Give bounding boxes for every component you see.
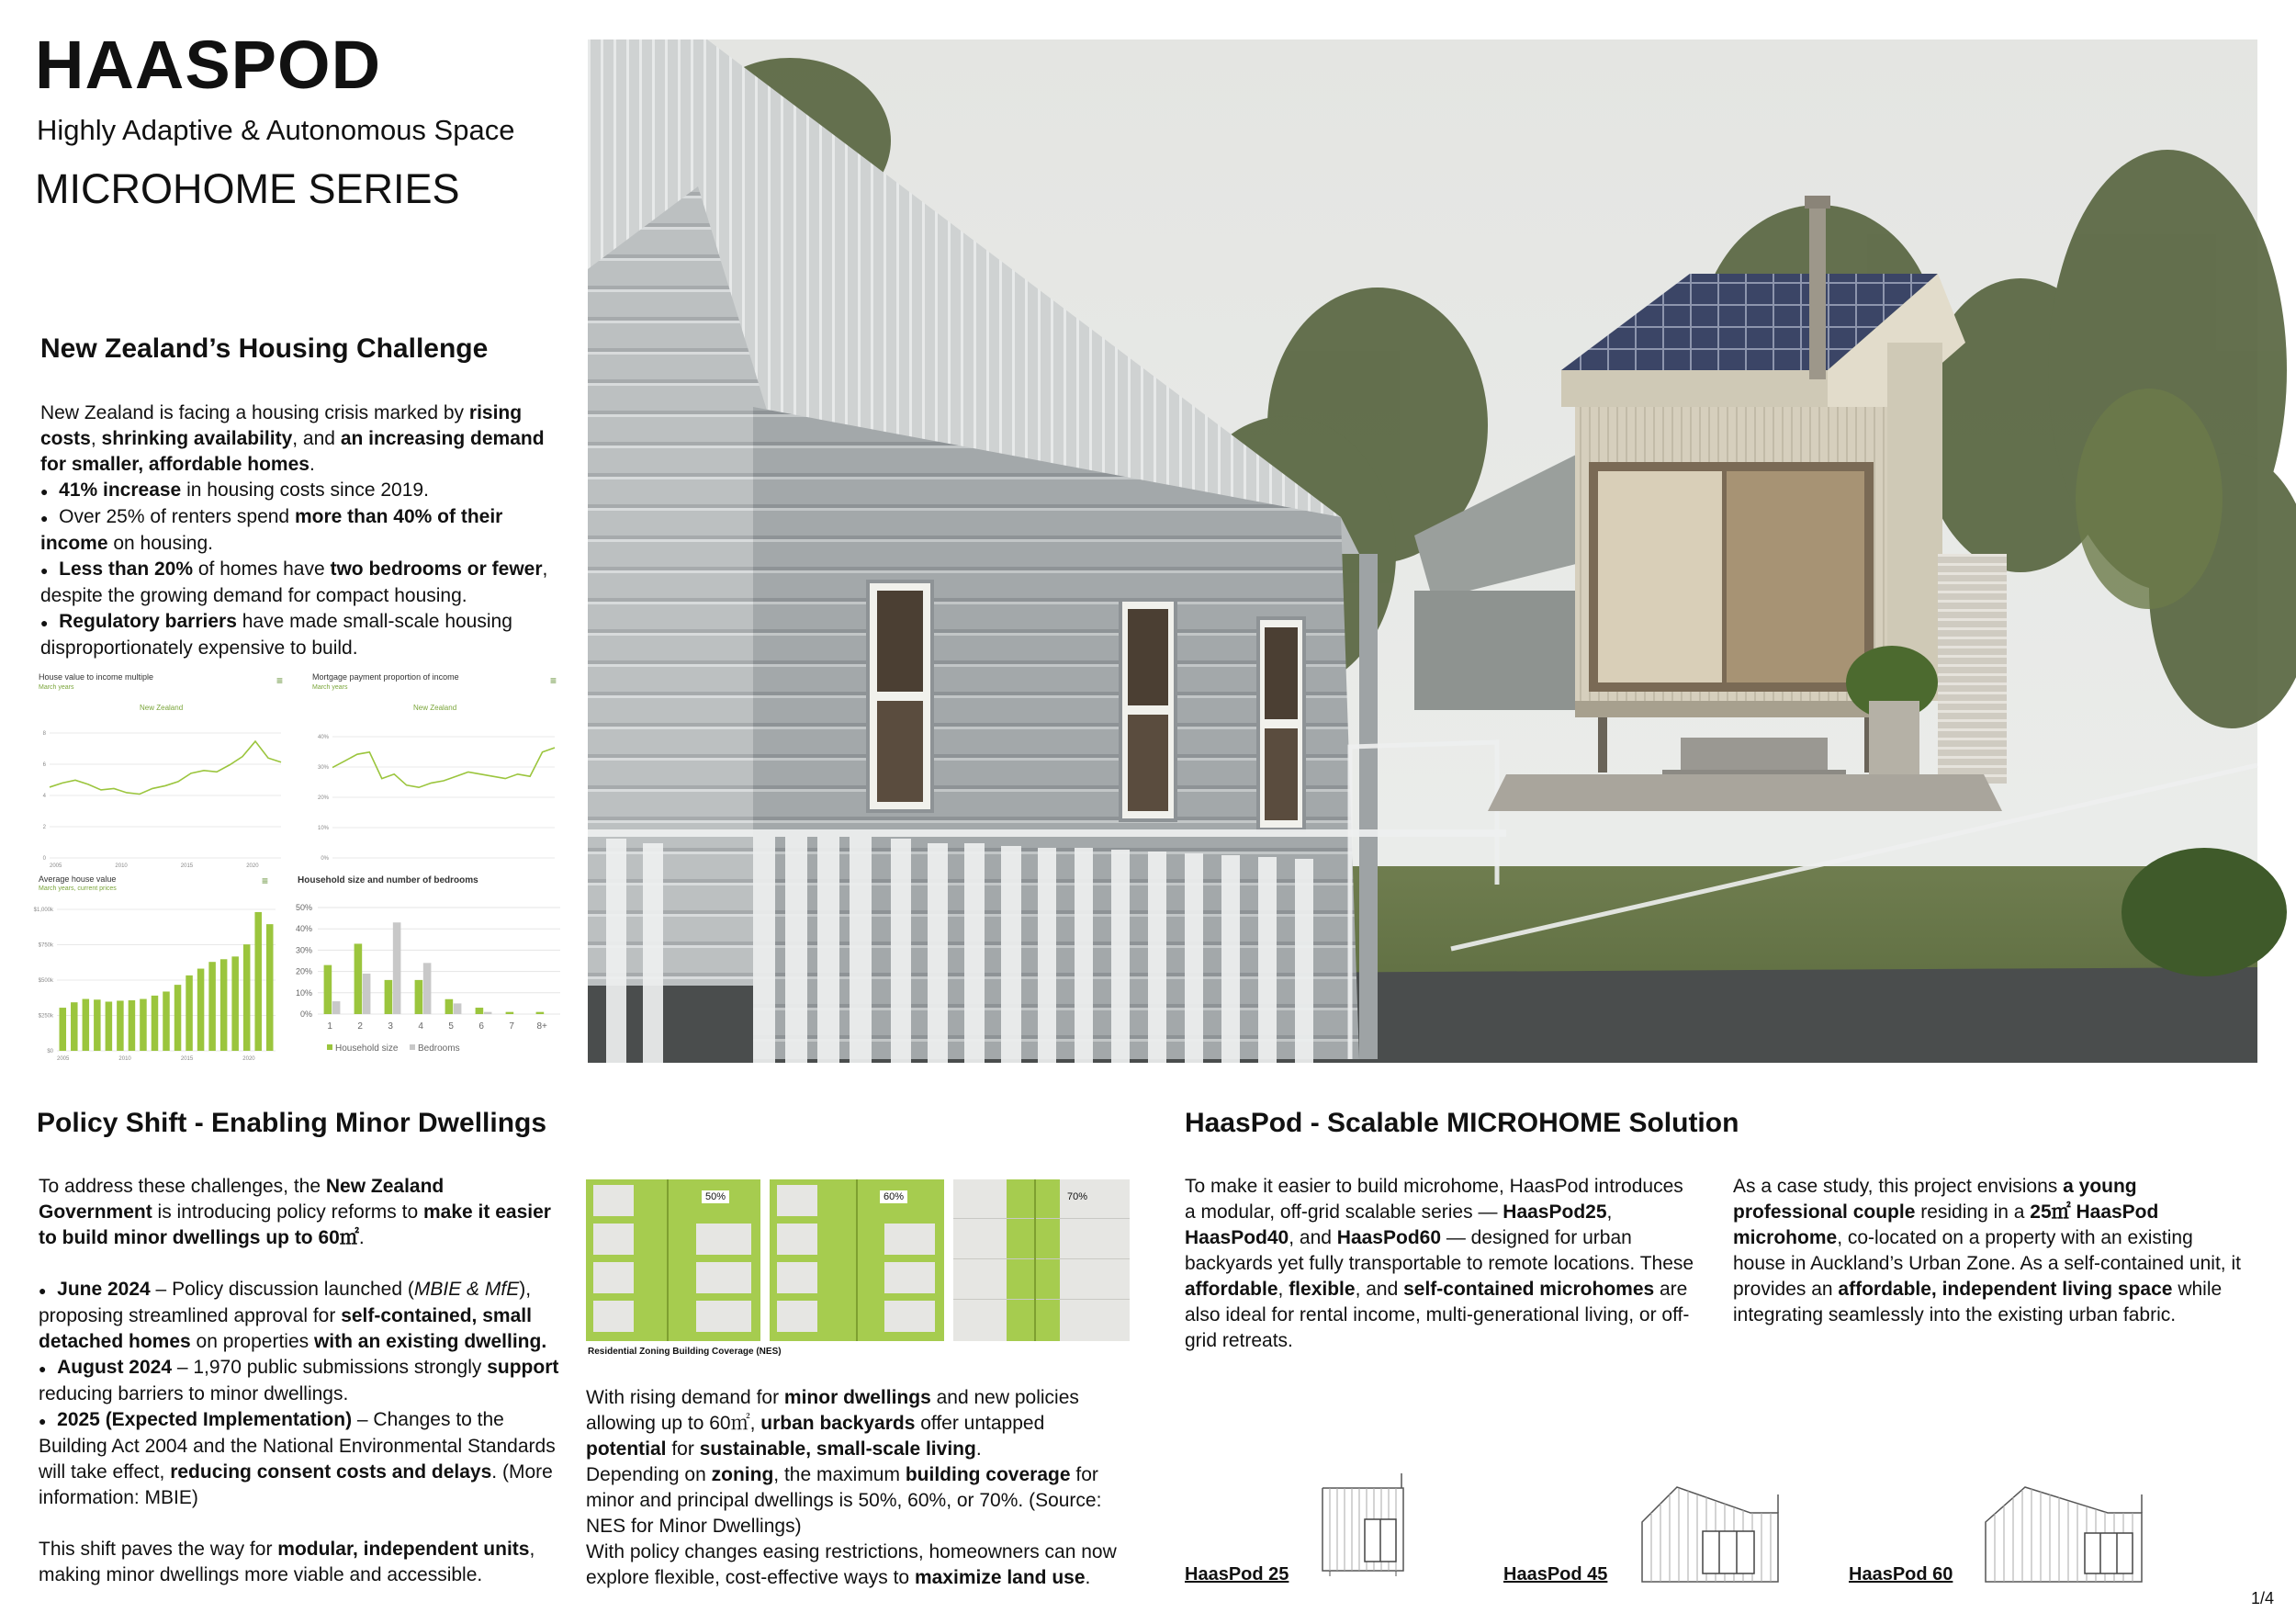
x-tick-label: 2020 (242, 1056, 255, 1062)
x-tick-label: 2020 (246, 863, 259, 869)
legend-label: Bedrooms (418, 1043, 460, 1054)
bar-bedrooms (484, 1012, 492, 1014)
bar-bedrooms (393, 922, 401, 1014)
chart-legend: New Zealand (413, 704, 457, 712)
challenge-text (40, 400, 555, 661)
bar (163, 991, 170, 1051)
challenge-title: New Zealand’s Housing Challenge (40, 333, 489, 364)
bullet-item: ● Less than 20% of homes have two bedrooms or fewer, despite the growing demand for compact housing. (40, 558, 548, 606)
bar-household-size (355, 943, 363, 1014)
chart-house-income (37, 669, 287, 869)
zoning-paragraph: With rising demand for minor dwellings and new policies allowing up to 60㎡, urban backyards offer untapped potential for sustainable, small-scale living. (586, 1387, 1079, 1460)
chart-legend: New Zealand (140, 704, 184, 712)
bar-household-size (324, 965, 332, 1014)
bar (152, 996, 159, 1051)
chart-house-value (33, 873, 287, 1067)
menu-icon[interactable]: ≡ (276, 674, 283, 687)
bullet-item: ● Over 25% of renters spend more than 40% of their income on housing. (40, 506, 503, 554)
bar (243, 944, 251, 1051)
bar (140, 999, 147, 1051)
policy-closing: This shift paves the way for modular, independent units, making minor dwellings more viable and accessible. (39, 1539, 535, 1585)
legend-swatch (327, 1044, 332, 1050)
policy-title: Policy Shift - Enabling Minor Dwellings (37, 1108, 547, 1138)
y-tick-label: $250k (38, 1013, 53, 1020)
bar (94, 999, 101, 1051)
zoning-text (586, 1385, 1119, 1591)
y-tick-label: 2 (42, 825, 46, 830)
legend-swatch (410, 1044, 415, 1050)
bar-household-size (536, 1012, 545, 1014)
y-tick-label: 10% (317, 826, 329, 831)
line-chart-svg (37, 669, 287, 869)
y-tick-label: 40% (295, 924, 312, 934)
y-tick-label: 8 (42, 731, 46, 737)
chart-title: House value to income multiple (39, 672, 154, 682)
bar-household-size (476, 1008, 484, 1014)
bar (197, 969, 205, 1051)
y-tick-label: 20% (317, 795, 329, 801)
zoning-paragraph: With policy changes easing restrictions, homeowners can now explore flexible, cost-effective ways to maximize land use. (586, 1541, 1117, 1588)
chart-household (292, 873, 568, 1067)
x-tick-label: 2 (357, 1021, 363, 1032)
bar-household-size (445, 999, 454, 1014)
y-tick-label: $500k (38, 978, 53, 984)
bar-bedrooms (423, 963, 432, 1014)
solution-col1: To make it easier to build microhome, HaasPod introduces a modular, off-grid scalable series — HaasPod25, HaasPod40, and HaasPod60 — designed for urban backyards yet fully transportable to remote locations. These affordable, flexible, and self-contained microhomes are also ideal for rental income, multi-generational living, or off-grid retreats. (1185, 1176, 1694, 1351)
coverage-diagram-60 (770, 1179, 944, 1341)
bar (208, 962, 216, 1051)
bar-bedrooms (454, 1003, 462, 1014)
pod-label-60: HaasPod 60 (1849, 1564, 1953, 1585)
coverage-label: 50% (702, 1190, 729, 1203)
chart-subtitle: March years, current prices (39, 885, 117, 892)
menu-icon[interactable]: ≡ (549, 674, 557, 687)
series-line (50, 741, 281, 794)
policy-text (39, 1174, 562, 1588)
x-tick-label: 2010 (118, 1056, 131, 1062)
chart-title: Average house value (39, 874, 117, 884)
bar-chart-svg (292, 873, 568, 1067)
pod45-elevation-icon (1640, 1485, 1787, 1591)
x-tick-label: 2010 (115, 863, 128, 869)
bar (117, 1000, 124, 1051)
y-tick-label: 50% (295, 903, 312, 912)
x-tick-label: 2005 (50, 863, 62, 869)
y-tick-label: 10% (295, 987, 312, 998)
x-tick-label: 1 (327, 1021, 332, 1032)
chart-subtitle: March years (312, 684, 348, 691)
pod-label-45: HaasPod 45 (1503, 1564, 1608, 1585)
bullet-item: ● Regulatory barriers have made small-scale housing disproportionately expensive to build. (40, 611, 512, 659)
y-tick-label: $750k (38, 942, 53, 949)
bar-household-size (385, 980, 393, 1014)
y-tick-label: 40% (317, 735, 329, 740)
x-tick-label: 5 (448, 1021, 454, 1032)
y-tick-label: 0% (321, 856, 329, 862)
bar (83, 999, 90, 1051)
series-title: MICROHOME SERIES (35, 165, 460, 212)
bar (254, 912, 262, 1051)
bar-household-size (506, 1012, 514, 1014)
series-line (332, 748, 555, 787)
x-tick-label: 3 (388, 1021, 393, 1032)
y-tick-label: 0% (299, 1009, 312, 1019)
coverage-diagram-70 (953, 1179, 1130, 1341)
policy-item: ● August 2024 – 1,970 public submissions strongly support reducing barriers to minor dwellings. (39, 1357, 559, 1404)
coverage-diagram-50 (586, 1179, 760, 1341)
rendering-svg (588, 39, 2257, 1063)
bar (266, 924, 274, 1051)
chart-mortgage (310, 669, 560, 869)
line-chart-svg (310, 669, 560, 869)
bar (231, 956, 239, 1051)
solution-title: HaasPod - Scalable MICROHOME Solution (1185, 1108, 1739, 1138)
bar (71, 1002, 78, 1051)
x-tick-label: 2015 (180, 1056, 194, 1062)
chart-title: Mortgage payment proportion of income (312, 672, 459, 682)
bar (129, 1000, 136, 1051)
bar-chart-svg (33, 873, 287, 1067)
bar (60, 1008, 67, 1051)
x-tick-label: 4 (418, 1021, 423, 1032)
zoning-caption: Residential Zoning Building Coverage (NES) (588, 1347, 782, 1357)
x-tick-label: 2015 (180, 863, 194, 869)
y-tick-label: 0 (42, 856, 46, 862)
legend-label: Household size (335, 1043, 399, 1054)
policy-item: ● June 2024 – Policy discussion launched (MBIE & MfE), proposing streamlined approval for self-contained, small detached homes on properties with an existing dwelling. (39, 1279, 547, 1352)
coverage-label: 70% (1067, 1191, 1088, 1202)
solution-col2: As a case study, this project envisions a young professional couple residing in a 25㎡ HaasPod microhome, co-located on a property with an existing house in Auckland’s Urban Zone. As a self-contained unit, it provides an affordable, independent living space while integrating seamlessly into the existing urban fabric. (1733, 1176, 2241, 1325)
bar (220, 959, 228, 1051)
hero-rendering (588, 39, 2257, 1063)
bar-bedrooms (332, 1001, 341, 1014)
x-tick-label: 7 (509, 1021, 514, 1032)
chart-title: Household size and number of bedrooms (298, 875, 478, 885)
pod60-elevation-icon (1984, 1485, 2149, 1591)
bullet-item: ● 41% increase in housing costs since 2019. (40, 479, 429, 501)
chart-subtitle: March years (39, 684, 74, 691)
x-tick-label: 6 (478, 1021, 484, 1032)
bar (106, 1001, 113, 1051)
bar (186, 976, 193, 1051)
pod25-elevation-icon (1321, 1472, 1412, 1577)
policy-item: ● 2025 (Expected Implementation) – Changes to the Building Act 2004 and the National Environmental Standards will take effect, reducing consent costs and delays. (More information: MBIE) (39, 1409, 556, 1508)
page-number: 1/4 (2250, 1589, 2274, 1607)
x-tick-label: 8+ (536, 1021, 547, 1032)
y-tick-label: $0 (47, 1049, 53, 1054)
subtitle: Highly Adaptive & Autonomous Space (37, 114, 515, 146)
menu-icon[interactable]: ≡ (262, 874, 269, 887)
zoning-paragraph: Depending on zoning, the maximum building coverage for minor and principal dwellings is 50%, 60%, or 70%. (Source: NES for Minor Dwellings) (586, 1464, 1102, 1537)
bar-household-size (415, 980, 423, 1014)
policy-intro: To address these challenges, the New Zealand Government is introducing policy reforms to make it easier to build minor dwellings up to 60㎡. (39, 1176, 551, 1248)
x-tick-label: 2005 (57, 1056, 70, 1062)
coverage-label: 60% (880, 1190, 907, 1203)
y-tick-label: 30% (295, 945, 312, 955)
y-tick-label: 20% (295, 966, 312, 976)
pod-label-25: HaasPod 25 (1185, 1564, 1289, 1585)
y-tick-label: $1,000k (33, 908, 53, 913)
y-tick-label: 4 (42, 794, 46, 799)
challenge-intro: New Zealand is facing a housing crisis marked by rising costs, shrinking availability, and an increasing demand for smaller, affordable homes. (40, 402, 545, 475)
brand-title: HAASPOD (35, 27, 382, 103)
y-tick-label: 6 (42, 762, 46, 768)
bar (174, 985, 182, 1051)
bar-bedrooms (363, 974, 371, 1014)
y-tick-label: 30% (317, 765, 329, 771)
